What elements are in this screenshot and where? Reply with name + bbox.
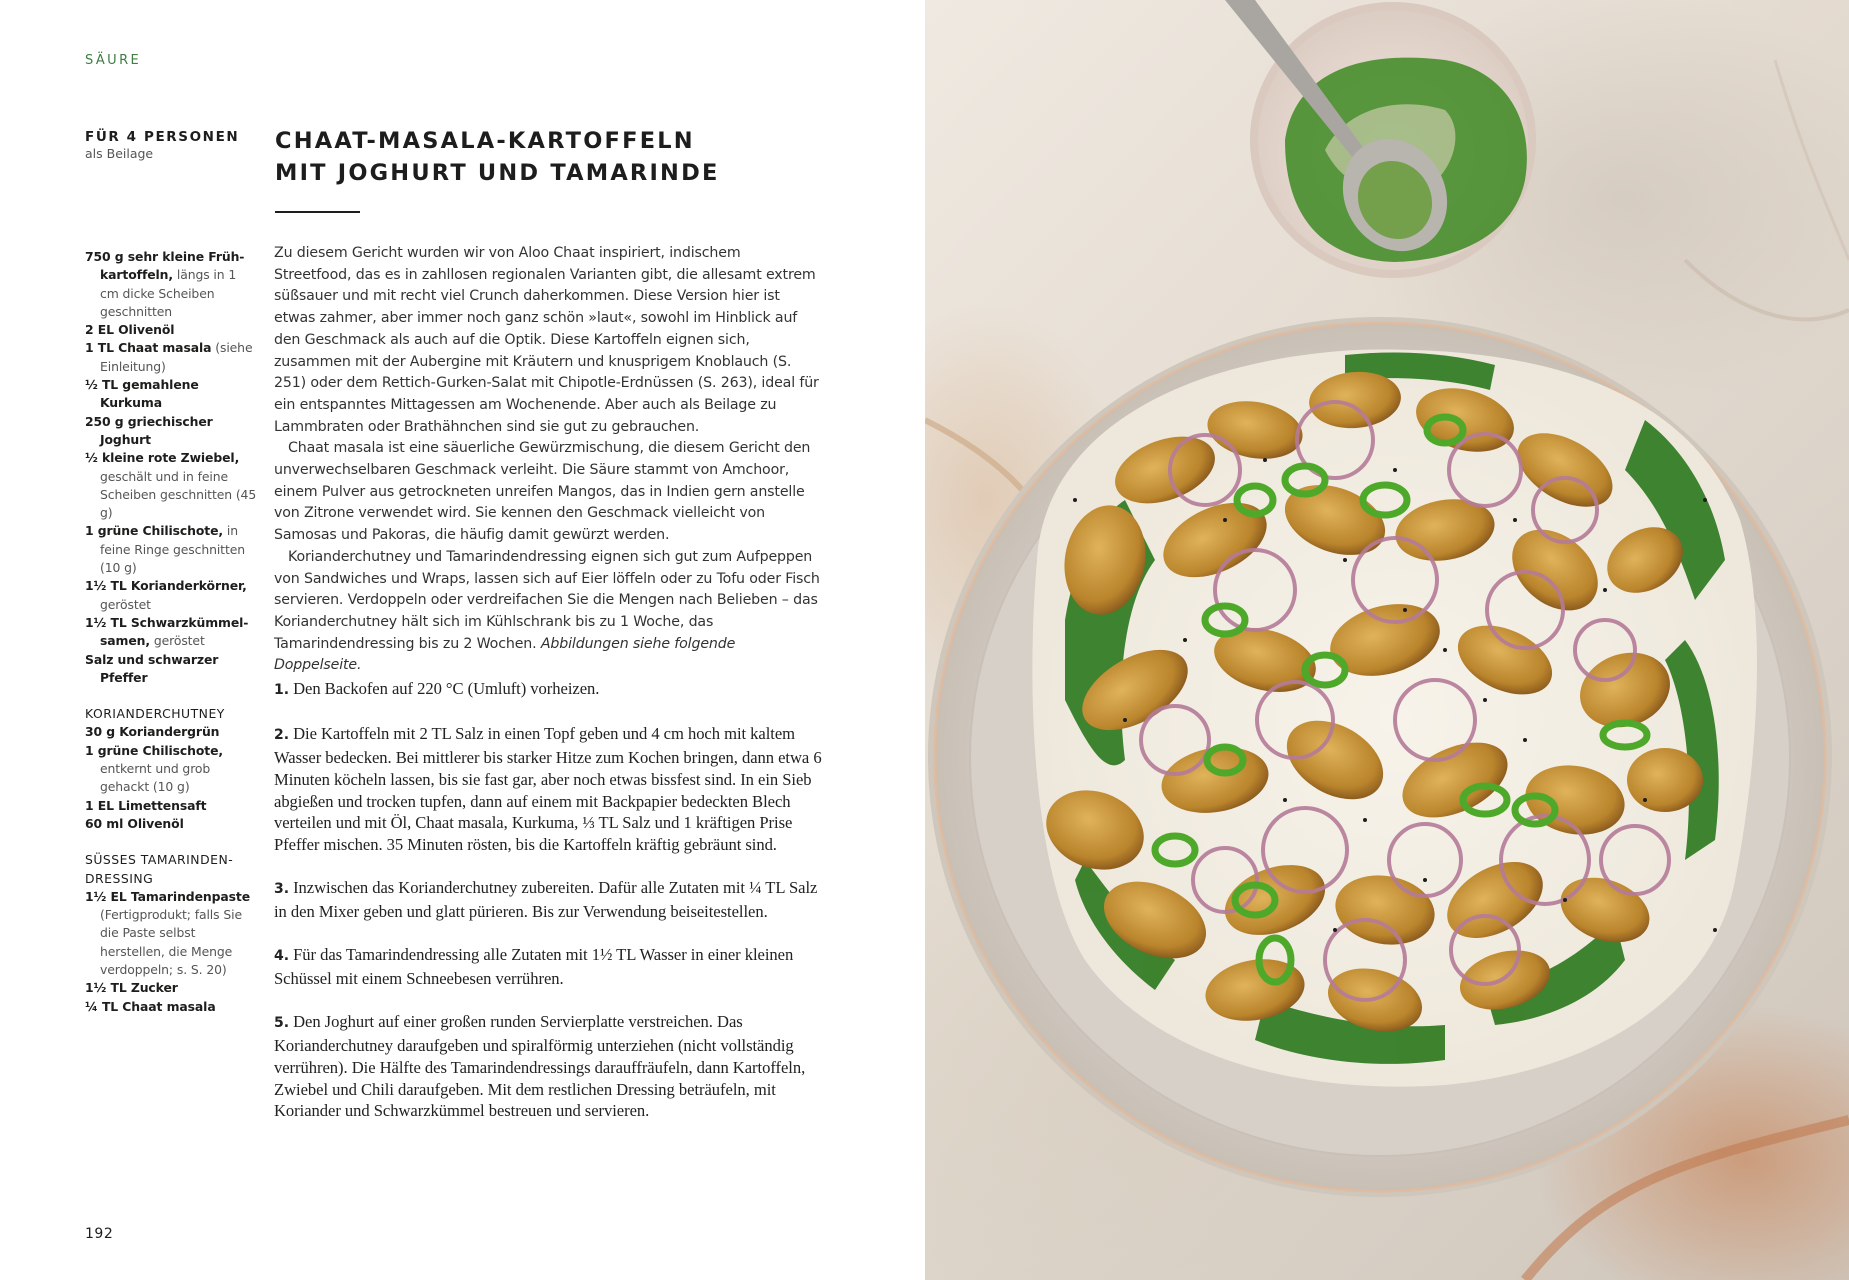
ingredient-item: 1½ TL Korianderkörner, geröstet — [85, 578, 247, 612]
step: 5. Den Joghurt auf einer großen runden Servierplatte verstreichen. Das Korianderchutney daraufgeben und spiralförmig unterziehen (nicht vollständig verrühren). Die Hälfte des Tamarindendressings darauffräufeln, dann Kartoffeln, Zwiebel und Chili daraufgeben. Mit dem restlichen Dressing beträufeln, mit Koriander und Schwarzkümmel bestreuen und servieren. — [274, 1012, 806, 1121]
intro-paragraph: Chaat masala ist eine säuerliche Gewürzmischung, die diesem Gericht den unverwechselbaren Geschmack verleiht. Die Säure stammt von Amchoor, einem Pulver aus getrockneten unreifen Mangos, das in Indien gern anstelle von Zitrone verwendet wird. Sie kennen den Geschmack vielleicht von Samosas und Pakoras, die häufig damit gewürzt werden. — [274, 440, 811, 544]
step: 2. Die Kartoffeln mit 2 TL Salz in einen Topf geben und 4 cm hoch mit kaltem Wasser bedecken. Bei mittlerer bis starker Hitze zum Kochen bringen, dann etwa 6 Minuten köcheln lassen, bis sie fast gar, aber noch etwas bissfest sind. In ein Sieb abgießen und trocken tupfen, dann auf einem mit Backpapier bedeckten Blech verteilen und mit Öl, Chaat masala, Kurkuma, ⅓ TL Salz und 1 kräftigen Prise Pfeffer mischen. 35 Minuten rösten, bis die Kartoffeln kräftig gebräunt sind. — [274, 724, 822, 854]
servings-subtitle: als Beilage — [85, 146, 154, 161]
ingredient-item: Salz und schwarzer Pfeffer — [85, 651, 219, 685]
step: 1. Den Backofen auf 220 °C (Umluft) vorheizen. — [274, 679, 600, 698]
step: 4. Für das Tamarindendressing alle Zutaten mit 1½ TL Wasser in einer kleinen Schüssel mit einem Schneebesen verrühren. — [274, 945, 794, 989]
intro-text — [274, 243, 820, 677]
ingredient-item: 750 g sehr kleine Früh-kartoffeln, längs in 1 cm dicke Scheiben geschnitten — [85, 249, 245, 319]
ingredient-item: 60 ml Olivenöl — [85, 815, 184, 831]
figure-reference: Abbildungen siehe folgende Doppelseite. — [274, 635, 736, 674]
ingredient-item: 1 TL Chaat masala (siehe Einleitung) — [85, 340, 253, 374]
ingredient-item: ½ kleine rote Zwiebel, geschält und in feine Scheiben geschnitten (45 g) — [85, 450, 257, 521]
servings-title: FÜR 4 PERSONEN — [85, 129, 240, 145]
ingredient-item: ½ TL gemahlene Kurkuma — [85, 377, 199, 411]
dressing-heading: SÜSSES TAMARINDEN-DRESSING — [85, 852, 234, 886]
spacer — [85, 687, 257, 705]
food-photo-illustration — [925, 0, 1849, 1280]
method-steps — [274, 678, 822, 1144]
ingredient-item: 1½ TL Schwarzkümmel-samen, geröstet — [85, 614, 249, 649]
recipe-title-line-2: MIT JOGHURT UND TAMARINDE — [275, 160, 720, 186]
ingredient-item: 1 grüne Chilischote, in feine Ringe geschnitten (10 g) — [85, 523, 245, 576]
ingredient-item: 30 g Koriandergrün — [85, 724, 220, 740]
recipe-title — [275, 125, 720, 189]
recipe-title-line-1: CHAAT-MASALA-KARTOFFELN — [275, 128, 695, 154]
chutney-heading: KORIANDERCHUTNEY — [85, 706, 225, 722]
intro-paragraph: Korianderchutney und Tamarindendressing eignen sich gut zum Aufpeppen von Sandwiches und Wraps, lassen sich auf Eier löffeln oder zu Tofu oder Fisch servieren. Verdoppeln oder verdreifachen Sie die Mengen nach Belieben – das Korianderchutney hält sich im Kühlschrank bis zu 1 Woche, das Tamarindendressing bis zu 2 Wochen. Abbildungen siehe folgende Doppelseite. — [274, 548, 820, 674]
ingredient-item: 1 grüne Chilischote, entkernt und grob gehackt (10 g) — [85, 742, 224, 795]
ingredient-item: 1 EL Limettensaft — [85, 797, 207, 813]
ingredients-list — [85, 248, 257, 1016]
page-number: 192 — [85, 1226, 114, 1242]
step: 3. Inzwischen das Korianderchutney zubereiten. Dafür alle Zutaten mit ¼ TL Salz in den Mixer geben und glatt pürieren. Bis zur Verwendung beiseitestellen. — [274, 878, 818, 921]
ingredient-item: 250 g griechischer Joghurt — [85, 413, 213, 447]
ingredient-item: 2 EL Olivenöl — [85, 322, 175, 338]
servings-block — [85, 129, 265, 163]
intro-paragraph: Zu diesem Gericht wurden wir von Aloo Chaat inspiriert, indischem Streetfood, das es in zahllosen regionalen Varianten gibt, die allesamt extrem süßsauer und mit recht viel Crunch daherkommen. Diese Version hier ist etwas zahmer, aber immer noch ganz schön »laut«, sowohl im Hinblick auf den Geschmack als auch auf die Optik. Diese Kartoffeln eignen sich, zusammen mit der Aubergine mit Kräutern und knusprigem Knoblauch (S. 251) oder dem Rettich-Gurken-Salat mit Chipotle-Erdnüssen (S. 263), ideal für ein entspanntes Mittagessen am Wochenende. Aber auch als Beilage zu Lammbraten oder Brathähnchen sind sie gut zu gebrauchen. — [274, 245, 819, 435]
title-divider — [275, 211, 360, 213]
ingredient-item: 1½ EL Tamarindenpaste (Fertigprodukt; falls Sie die Paste selbst herstellen, die Menge verdoppeln; s. S. 20) — [85, 888, 251, 977]
ingredient-item: 1½ TL Zucker — [85, 980, 178, 996]
ingredient-item: ¼ TL Chaat masala — [85, 998, 216, 1014]
section-label: SÄURE — [85, 53, 142, 68]
spacer — [85, 833, 257, 851]
food-photo — [925, 0, 1849, 1280]
